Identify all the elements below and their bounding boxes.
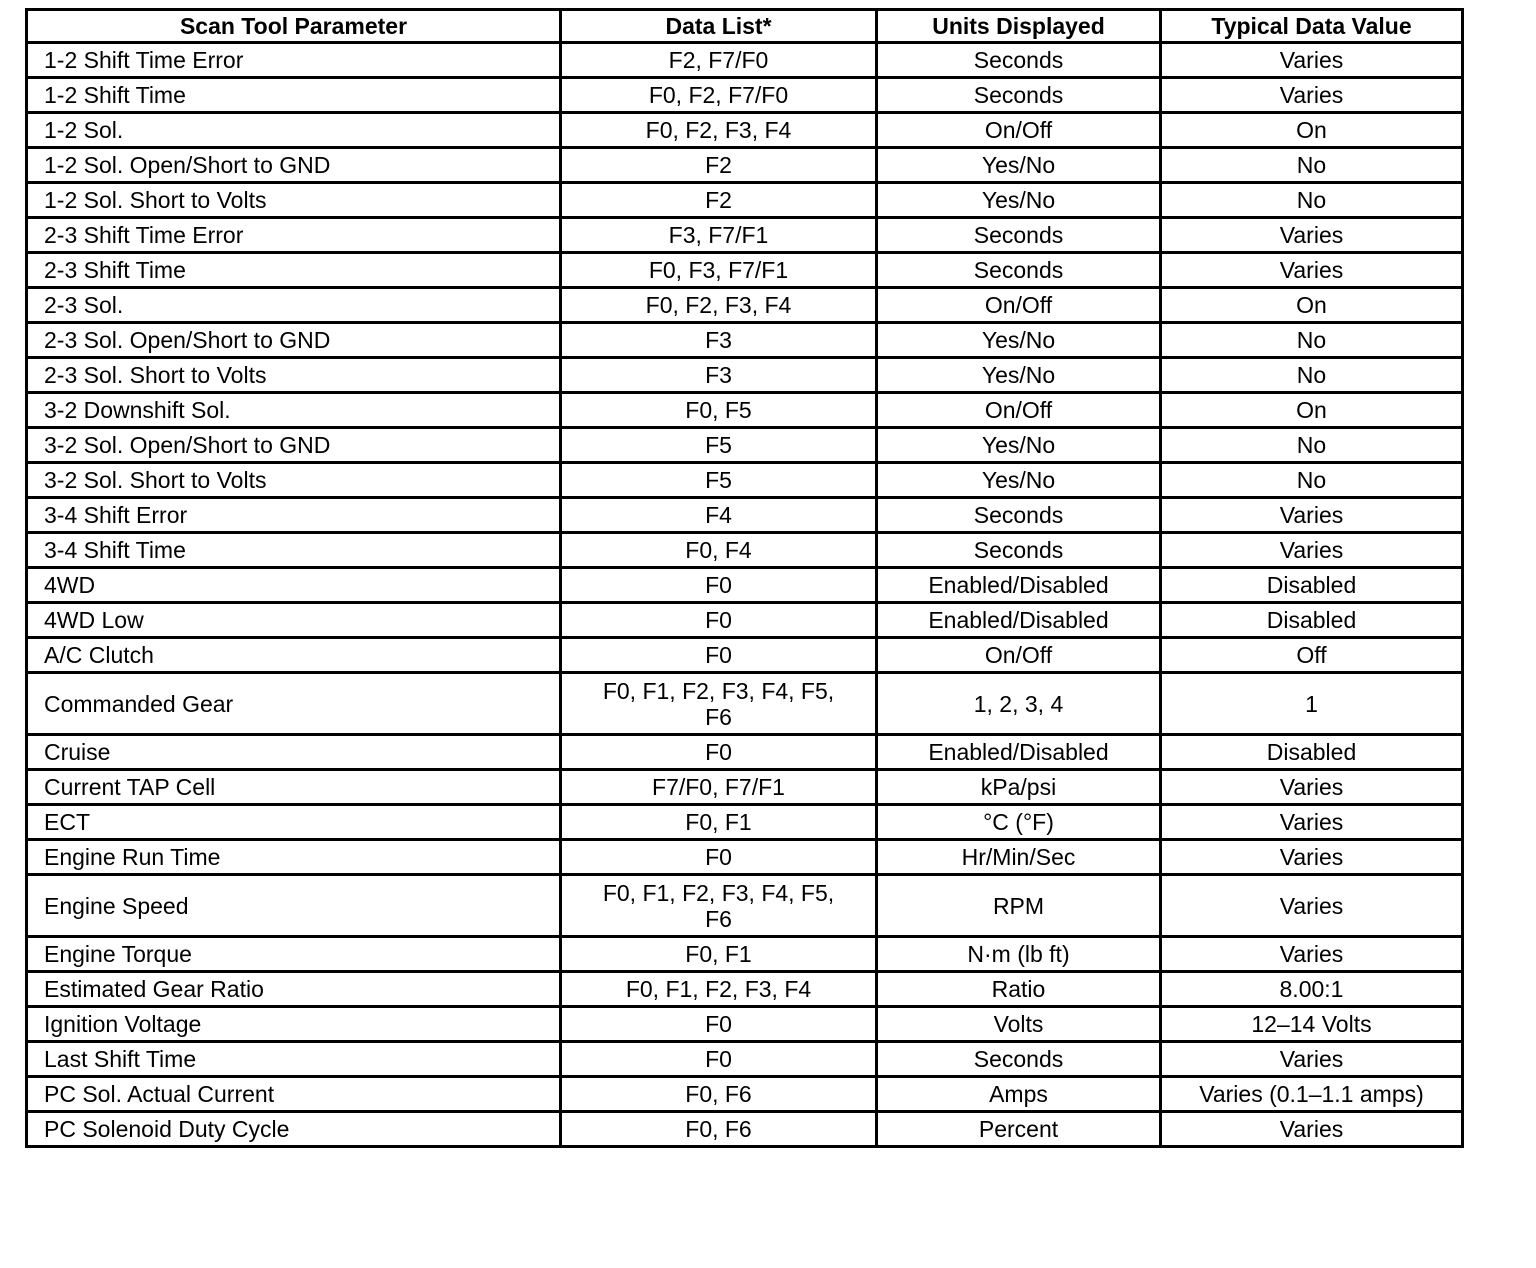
table-row bbox=[27, 1077, 1463, 1112]
units-cell: Yes/No bbox=[877, 428, 1161, 463]
parameter-cell: 2-3 Sol. Open/Short to GND bbox=[27, 323, 561, 358]
data-list-cell: F3 bbox=[561, 358, 877, 393]
data-list-cell: F0 bbox=[561, 735, 877, 770]
units-cell: Yes/No bbox=[877, 358, 1161, 393]
table-row bbox=[27, 638, 1463, 673]
units-cell: Enabled/Disabled bbox=[877, 568, 1161, 603]
parameter-cell: 2-3 Shift Time Error bbox=[27, 218, 561, 253]
typical-value-cell: No bbox=[1161, 183, 1463, 218]
typical-value-cell: Varies (0.1–1.1 amps) bbox=[1161, 1077, 1463, 1112]
units-cell: On/Off bbox=[877, 393, 1161, 428]
units-cell: Enabled/Disabled bbox=[877, 603, 1161, 638]
table-row bbox=[27, 78, 1463, 113]
data-list-cell: F0 bbox=[561, 603, 877, 638]
table-row bbox=[27, 393, 1463, 428]
units-cell: Yes/No bbox=[877, 148, 1161, 183]
typical-value-cell: Varies bbox=[1161, 498, 1463, 533]
units-cell: Seconds bbox=[877, 78, 1161, 113]
table-row bbox=[27, 498, 1463, 533]
table-row bbox=[27, 1007, 1463, 1042]
scan-tool-parameter-table bbox=[25, 8, 1464, 1148]
typical-value-cell: Varies bbox=[1161, 253, 1463, 288]
table-row bbox=[27, 937, 1463, 972]
data-list-cell: F0, F2, F7/F0 bbox=[561, 78, 877, 113]
units-cell: N·m (lb ft) bbox=[877, 937, 1161, 972]
typical-value-cell: On bbox=[1161, 113, 1463, 148]
parameter-cell: 3-4 Shift Time bbox=[27, 533, 561, 568]
units-cell: Seconds bbox=[877, 218, 1161, 253]
units-cell: Yes/No bbox=[877, 323, 1161, 358]
units-cell: Yes/No bbox=[877, 183, 1161, 218]
units-cell: Volts bbox=[877, 1007, 1161, 1042]
parameter-cell: 3-4 Shift Error bbox=[27, 498, 561, 533]
parameter-cell: Engine Speed bbox=[27, 875, 561, 937]
typical-value-cell: Varies bbox=[1161, 937, 1463, 972]
data-list-cell: F0, F1, F2, F3, F4 bbox=[561, 972, 877, 1007]
parameter-cell: 1-2 Shift Time Error bbox=[27, 43, 561, 78]
data-list-cell: F0 bbox=[561, 840, 877, 875]
data-list-cell: F0, F1, F2, F3, F4, F5, F6 bbox=[561, 875, 877, 937]
table-row bbox=[27, 568, 1463, 603]
data-list-cell: F2 bbox=[561, 183, 877, 218]
data-list-cell: F0, F1, F2, F3, F4, F5, F6 bbox=[561, 673, 877, 735]
typical-value-cell: Disabled bbox=[1161, 735, 1463, 770]
table-row bbox=[27, 533, 1463, 568]
parameter-cell: 1-2 Shift Time bbox=[27, 78, 561, 113]
typical-value-cell: 12–14 Volts bbox=[1161, 1007, 1463, 1042]
typical-value-cell: 8.00:1 bbox=[1161, 972, 1463, 1007]
parameter-cell: Estimated Gear Ratio bbox=[27, 972, 561, 1007]
table-row bbox=[27, 770, 1463, 805]
parameter-cell: Cruise bbox=[27, 735, 561, 770]
parameter-cell: PC Sol. Actual Current bbox=[27, 1077, 561, 1112]
header-typical-data-value: Typical Data Value bbox=[1161, 10, 1463, 43]
parameter-cell: ECT bbox=[27, 805, 561, 840]
typical-value-cell: Varies bbox=[1161, 1112, 1463, 1147]
units-cell: Seconds bbox=[877, 533, 1161, 568]
parameter-cell: Current TAP Cell bbox=[27, 770, 561, 805]
units-cell: Ratio bbox=[877, 972, 1161, 1007]
data-list-cell: F3, F7/F1 bbox=[561, 218, 877, 253]
typical-value-cell: No bbox=[1161, 323, 1463, 358]
typical-value-cell: Off bbox=[1161, 638, 1463, 673]
parameter-cell: Engine Run Time bbox=[27, 840, 561, 875]
units-cell: 1, 2, 3, 4 bbox=[877, 673, 1161, 735]
typical-value-cell: No bbox=[1161, 148, 1463, 183]
data-list-cell: F0 bbox=[561, 638, 877, 673]
table-header-row bbox=[27, 10, 1463, 43]
header-scan-tool-parameter: Scan Tool Parameter bbox=[27, 10, 561, 43]
parameter-cell: 2-3 Sol. bbox=[27, 288, 561, 323]
typical-value-cell: Varies bbox=[1161, 1042, 1463, 1077]
parameter-cell: A/C Clutch bbox=[27, 638, 561, 673]
units-cell: Percent bbox=[877, 1112, 1161, 1147]
parameter-cell: 3-2 Downshift Sol. bbox=[27, 393, 561, 428]
units-cell: °C (°F) bbox=[877, 805, 1161, 840]
typical-value-cell: Varies bbox=[1161, 218, 1463, 253]
table-row bbox=[27, 840, 1463, 875]
parameter-cell: 2-3 Sol. Short to Volts bbox=[27, 358, 561, 393]
table-row bbox=[27, 323, 1463, 358]
data-list-cell: F0, F1 bbox=[561, 805, 877, 840]
parameter-cell: Last Shift Time bbox=[27, 1042, 561, 1077]
data-list-cell: F7/F0, F7/F1 bbox=[561, 770, 877, 805]
data-list-cell: F0 bbox=[561, 1042, 877, 1077]
header-units-displayed: Units Displayed bbox=[877, 10, 1161, 43]
data-list-cell: F0, F6 bbox=[561, 1077, 877, 1112]
units-cell: On/Off bbox=[877, 288, 1161, 323]
table-row bbox=[27, 805, 1463, 840]
typical-value-cell: On bbox=[1161, 288, 1463, 323]
data-list-cell: F0, F4 bbox=[561, 533, 877, 568]
parameter-cell: 3-2 Sol. Open/Short to GND bbox=[27, 428, 561, 463]
table-row bbox=[27, 1042, 1463, 1077]
units-cell: Hr/Min/Sec bbox=[877, 840, 1161, 875]
table-body bbox=[27, 43, 1463, 1147]
header-data-list: Data List* bbox=[561, 10, 877, 43]
table-row bbox=[27, 113, 1463, 148]
typical-value-cell: Disabled bbox=[1161, 603, 1463, 638]
parameter-cell: 2-3 Shift Time bbox=[27, 253, 561, 288]
typical-value-cell: 1 bbox=[1161, 673, 1463, 735]
units-cell: Yes/No bbox=[877, 463, 1161, 498]
table-row bbox=[27, 875, 1463, 937]
typical-value-cell: Varies bbox=[1161, 840, 1463, 875]
parameter-cell: 1-2 Sol. Open/Short to GND bbox=[27, 148, 561, 183]
table-row bbox=[27, 218, 1463, 253]
data-list-cell: F5 bbox=[561, 428, 877, 463]
units-cell: Enabled/Disabled bbox=[877, 735, 1161, 770]
table-row bbox=[27, 428, 1463, 463]
parameter-cell: Ignition Voltage bbox=[27, 1007, 561, 1042]
data-list-cell: F3 bbox=[561, 323, 877, 358]
table-row bbox=[27, 673, 1463, 735]
parameter-cell: Commanded Gear bbox=[27, 673, 561, 735]
table-row bbox=[27, 148, 1463, 183]
data-list-cell: F0, F2, F3, F4 bbox=[561, 113, 877, 148]
parameter-cell: 1-2 Sol. bbox=[27, 113, 561, 148]
parameter-cell: PC Solenoid Duty Cycle bbox=[27, 1112, 561, 1147]
typical-value-cell: On bbox=[1161, 393, 1463, 428]
parameter-cell: 4WD Low bbox=[27, 603, 561, 638]
units-cell: Seconds bbox=[877, 43, 1161, 78]
units-cell: kPa/psi bbox=[877, 770, 1161, 805]
typical-value-cell: No bbox=[1161, 463, 1463, 498]
data-list-cell: F5 bbox=[561, 463, 877, 498]
typical-value-cell: Varies bbox=[1161, 78, 1463, 113]
typical-value-cell: No bbox=[1161, 358, 1463, 393]
data-list-cell: F0, F3, F7/F1 bbox=[561, 253, 877, 288]
table-row bbox=[27, 43, 1463, 78]
table-row bbox=[27, 972, 1463, 1007]
typical-value-cell: Varies bbox=[1161, 875, 1463, 937]
data-list-cell: F0 bbox=[561, 1007, 877, 1042]
data-list-cell: F0, F2, F3, F4 bbox=[561, 288, 877, 323]
data-list-cell: F0, F1 bbox=[561, 937, 877, 972]
units-cell: RPM bbox=[877, 875, 1161, 937]
data-list-cell: F0, F6 bbox=[561, 1112, 877, 1147]
table-row bbox=[27, 735, 1463, 770]
table-row bbox=[27, 183, 1463, 218]
data-list-cell: F4 bbox=[561, 498, 877, 533]
parameter-cell: 4WD bbox=[27, 568, 561, 603]
data-list-cell: F2 bbox=[561, 148, 877, 183]
typical-value-cell: Varies bbox=[1161, 770, 1463, 805]
units-cell: On/Off bbox=[877, 638, 1161, 673]
parameter-cell: Engine Torque bbox=[27, 937, 561, 972]
data-list-cell: F2, F7/F0 bbox=[561, 43, 877, 78]
typical-value-cell: Disabled bbox=[1161, 568, 1463, 603]
units-cell: Seconds bbox=[877, 498, 1161, 533]
units-cell: Amps bbox=[877, 1077, 1161, 1112]
units-cell: Seconds bbox=[877, 1042, 1161, 1077]
table-row bbox=[27, 358, 1463, 393]
data-list-cell: F0, F5 bbox=[561, 393, 877, 428]
typical-value-cell: Varies bbox=[1161, 533, 1463, 568]
table-row bbox=[27, 463, 1463, 498]
typical-value-cell: Varies bbox=[1161, 43, 1463, 78]
table-row bbox=[27, 288, 1463, 323]
parameter-cell: 3-2 Sol. Short to Volts bbox=[27, 463, 561, 498]
typical-value-cell: No bbox=[1161, 428, 1463, 463]
table-row bbox=[27, 1112, 1463, 1147]
units-cell: Seconds bbox=[877, 253, 1161, 288]
table-row bbox=[27, 603, 1463, 638]
data-list-cell: F0 bbox=[561, 568, 877, 603]
parameter-cell: 1-2 Sol. Short to Volts bbox=[27, 183, 561, 218]
units-cell: On/Off bbox=[877, 113, 1161, 148]
typical-value-cell: Varies bbox=[1161, 805, 1463, 840]
table-row bbox=[27, 253, 1463, 288]
